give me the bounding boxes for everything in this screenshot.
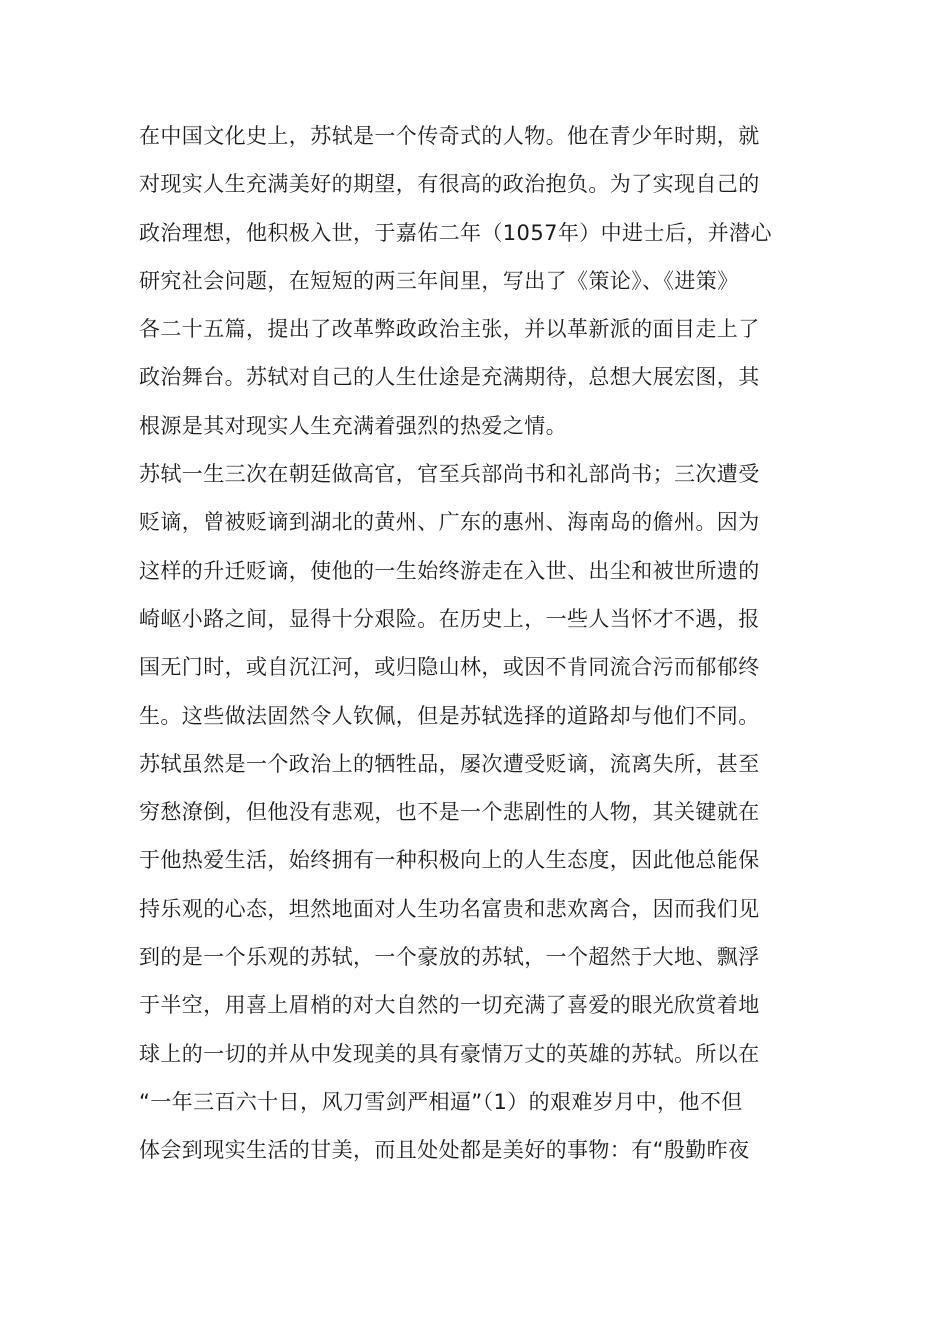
text-line: “一年三百六十日，风刀雪剑严相逼”（1）的艰难岁月中，他不但 [139, 1089, 743, 1114]
text-line: 生。这些做法固然令人钦佩，但是苏轼选择的道路却与他们不同。 [139, 703, 760, 728]
text-line: 对现实人生充满美好的期望，有很高的政治抱负。为了实现自己的 [139, 172, 760, 197]
text-line: 穷愁潦倒，但他没有悲观，也不是一个悲剧性的人物，其关键就在 [139, 800, 760, 825]
text-line: 于半空，用喜上眉梢的对大自然的一切充满了喜爱的眼光欣赏着地 [139, 993, 760, 1018]
text-line: 体会到现实生活的甘美，而且处处都是美好的事物：有“殷勤昨夜 [139, 1138, 750, 1163]
text-line: 球上的一切的并从中发现美的具有豪情万丈的英雄的苏轼。所以在 [139, 1041, 760, 1066]
text-line: 苏轼虽然是一个政治上的牺牲品，屡次遭受贬谪，流离失所，甚至 [139, 751, 760, 776]
text-line: 贬谪，曾被贬谪到湖北的黄州、广东的惠州、海南岛的儋州。因为 [139, 510, 760, 535]
text-line: 国无门时，或自沉江河，或归隐山林，或因不肯同流合污而郁郁终 [139, 655, 760, 680]
text-line: 各二十五篇，提出了改革弊政政治主张，并以革新派的面目走上了 [139, 317, 760, 342]
text-line: 根源是其对现实人生充满着强烈的热爱之情。 [139, 413, 567, 438]
text-line: 苏轼一生三次在朝廷做高官，官至兵部尚书和礼部尚书；三次遭受 [139, 462, 760, 487]
text-line: 政治理想，他积极入世，于嘉佑二年（1057年）中进士后，并潜心 [139, 220, 772, 245]
text-line: 政治舞台。苏轼对自己的人生仕途是充满期待，总想大展宏图，其 [139, 365, 760, 390]
body-text [139, 112, 819, 1175]
text-line: 到的是一个乐观的苏轼，一个豪放的苏轼，一个超然于大地、飘浮 [139, 945, 760, 970]
text-line: 于他热爱生活，始终拥有一种积极向上的人生态度，因此他总能保 [139, 848, 760, 873]
text-line: 持乐观的心态，坦然地面对人生功名富贵和悲欢离合，因而我们见 [139, 896, 760, 921]
text-line: 这样的升迁贬谪，使他的一生始终游走在入世、出尘和被世所遗的 [139, 558, 760, 583]
text-line: 研究社会问题，在短短的两三年间里，写出了《策论》、《进策》 [139, 268, 739, 293]
text-line: 在中国文化史上，苏轼是一个传奇式的人物。他在青少年时期，就 [139, 124, 760, 148]
text-line: 崎岖小路之间，显得十分艰险。在历史上，一些人当怀才不遇，报 [139, 606, 760, 631]
